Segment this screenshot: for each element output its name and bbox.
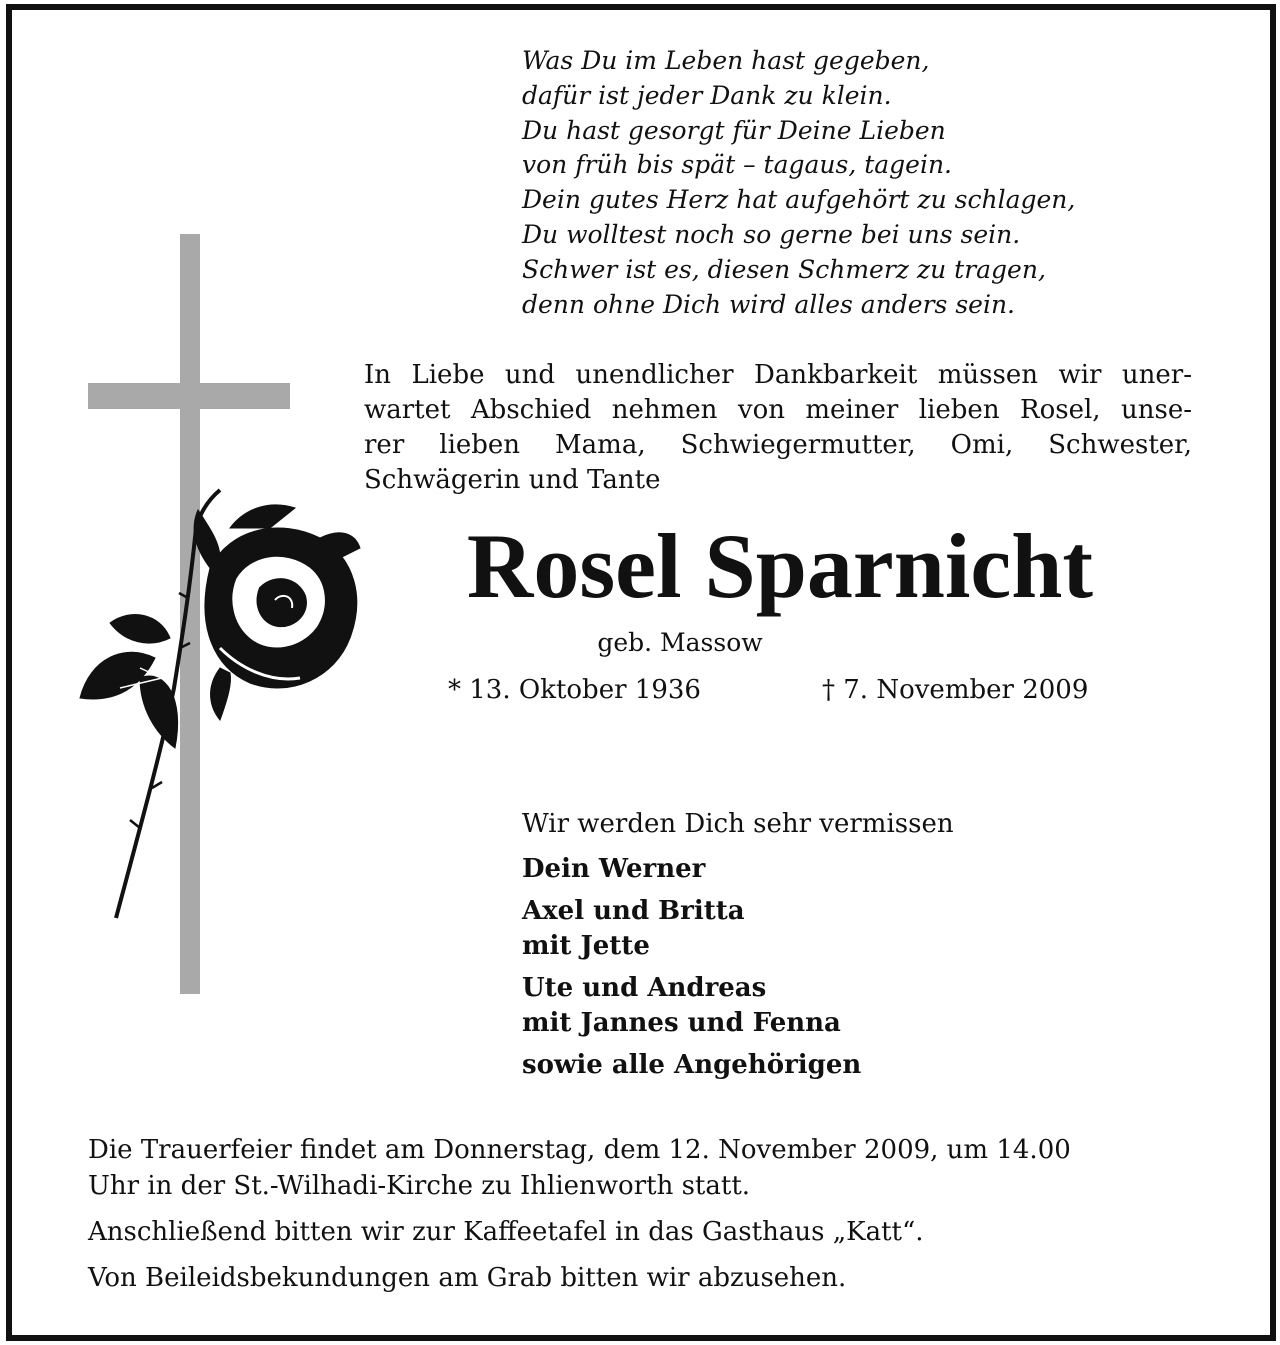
- intro-paragraph: [364, 358, 1192, 498]
- intro-line: In Liebe und unendlicher Dankbarkeit müssen wir uner-: [364, 360, 1192, 390]
- cross-and-rose: [70, 228, 370, 1008]
- mourner-group: [522, 852, 861, 887]
- mourner-line: sowie alle Angehörigen: [522, 1050, 862, 1080]
- poem-line: Du wolltest noch so gerne bei uns sein.: [522, 219, 1021, 249]
- mourner-group: [522, 971, 861, 1041]
- funeral-line: Die Trauerfeier findet am Donnerstag, dem 12. November 2009, um 14.00: [88, 1135, 1071, 1165]
- mourner-line: Ute und Andreas: [522, 973, 767, 1003]
- poem-line: Dein gutes Herz hat aufgehört zu schlagen,: [522, 185, 1076, 215]
- mourners-list: [522, 852, 861, 1090]
- poem-line: von früh bis spät – tagaus, tagein.: [522, 150, 953, 180]
- poem-line: dafür ist jeder Dank zu klein.: [522, 80, 892, 110]
- birth-date: * 13. Oktober 1936: [448, 675, 701, 705]
- funeral-line: Uhr in der St.-Wilhadi-Kirche zu Ihlienworth statt.: [88, 1171, 751, 1201]
- maiden-name: geb. Massow: [597, 628, 763, 657]
- intro-line: wartet Abschied nehmen von meiner lieben Rosel, unse-: [364, 395, 1192, 425]
- mourner-line: mit Jette: [522, 931, 650, 961]
- mourners-intro: Wir werden Dich sehr vermissen: [522, 809, 954, 839]
- death-date: † 7. November 2009: [822, 675, 1089, 705]
- funeral-line: Von Beileidsbekundungen am Grab bitten wir abzusehen.: [88, 1263, 847, 1293]
- mourner-group: [522, 1048, 861, 1083]
- intro-line: rer lieben Mama, Schwiegermutter, Omi, Schwester,: [364, 430, 1192, 460]
- poem-line: Schwer ist es, diesen Schmerz zu tragen,: [522, 254, 1046, 284]
- poem-line: denn ohne Dich wird alles anders sein.: [522, 289, 1015, 319]
- mourner-line: Axel und Britta: [522, 896, 745, 926]
- funeral-line: Anschließend bitten wir zur Kaffeetafel in das Gasthaus „Katt“.: [88, 1217, 924, 1247]
- poem: [522, 44, 1162, 322]
- mourner-line: mit Jannes und Fenna: [522, 1008, 841, 1038]
- intro-line: Schwägerin und Tante: [364, 465, 661, 495]
- mourner-group: [522, 894, 861, 964]
- poem-line: Was Du im Leben hast gegeben,: [522, 46, 930, 75]
- poem-line: Du hast gesorgt für Deine Lieben: [522, 115, 946, 145]
- deceased-name: Rosel Sparnicht: [466, 515, 1094, 617]
- mourner-line: Dein Werner: [522, 854, 706, 884]
- funeral-info: [88, 1132, 1194, 1296]
- rose-icon: [80, 490, 360, 918]
